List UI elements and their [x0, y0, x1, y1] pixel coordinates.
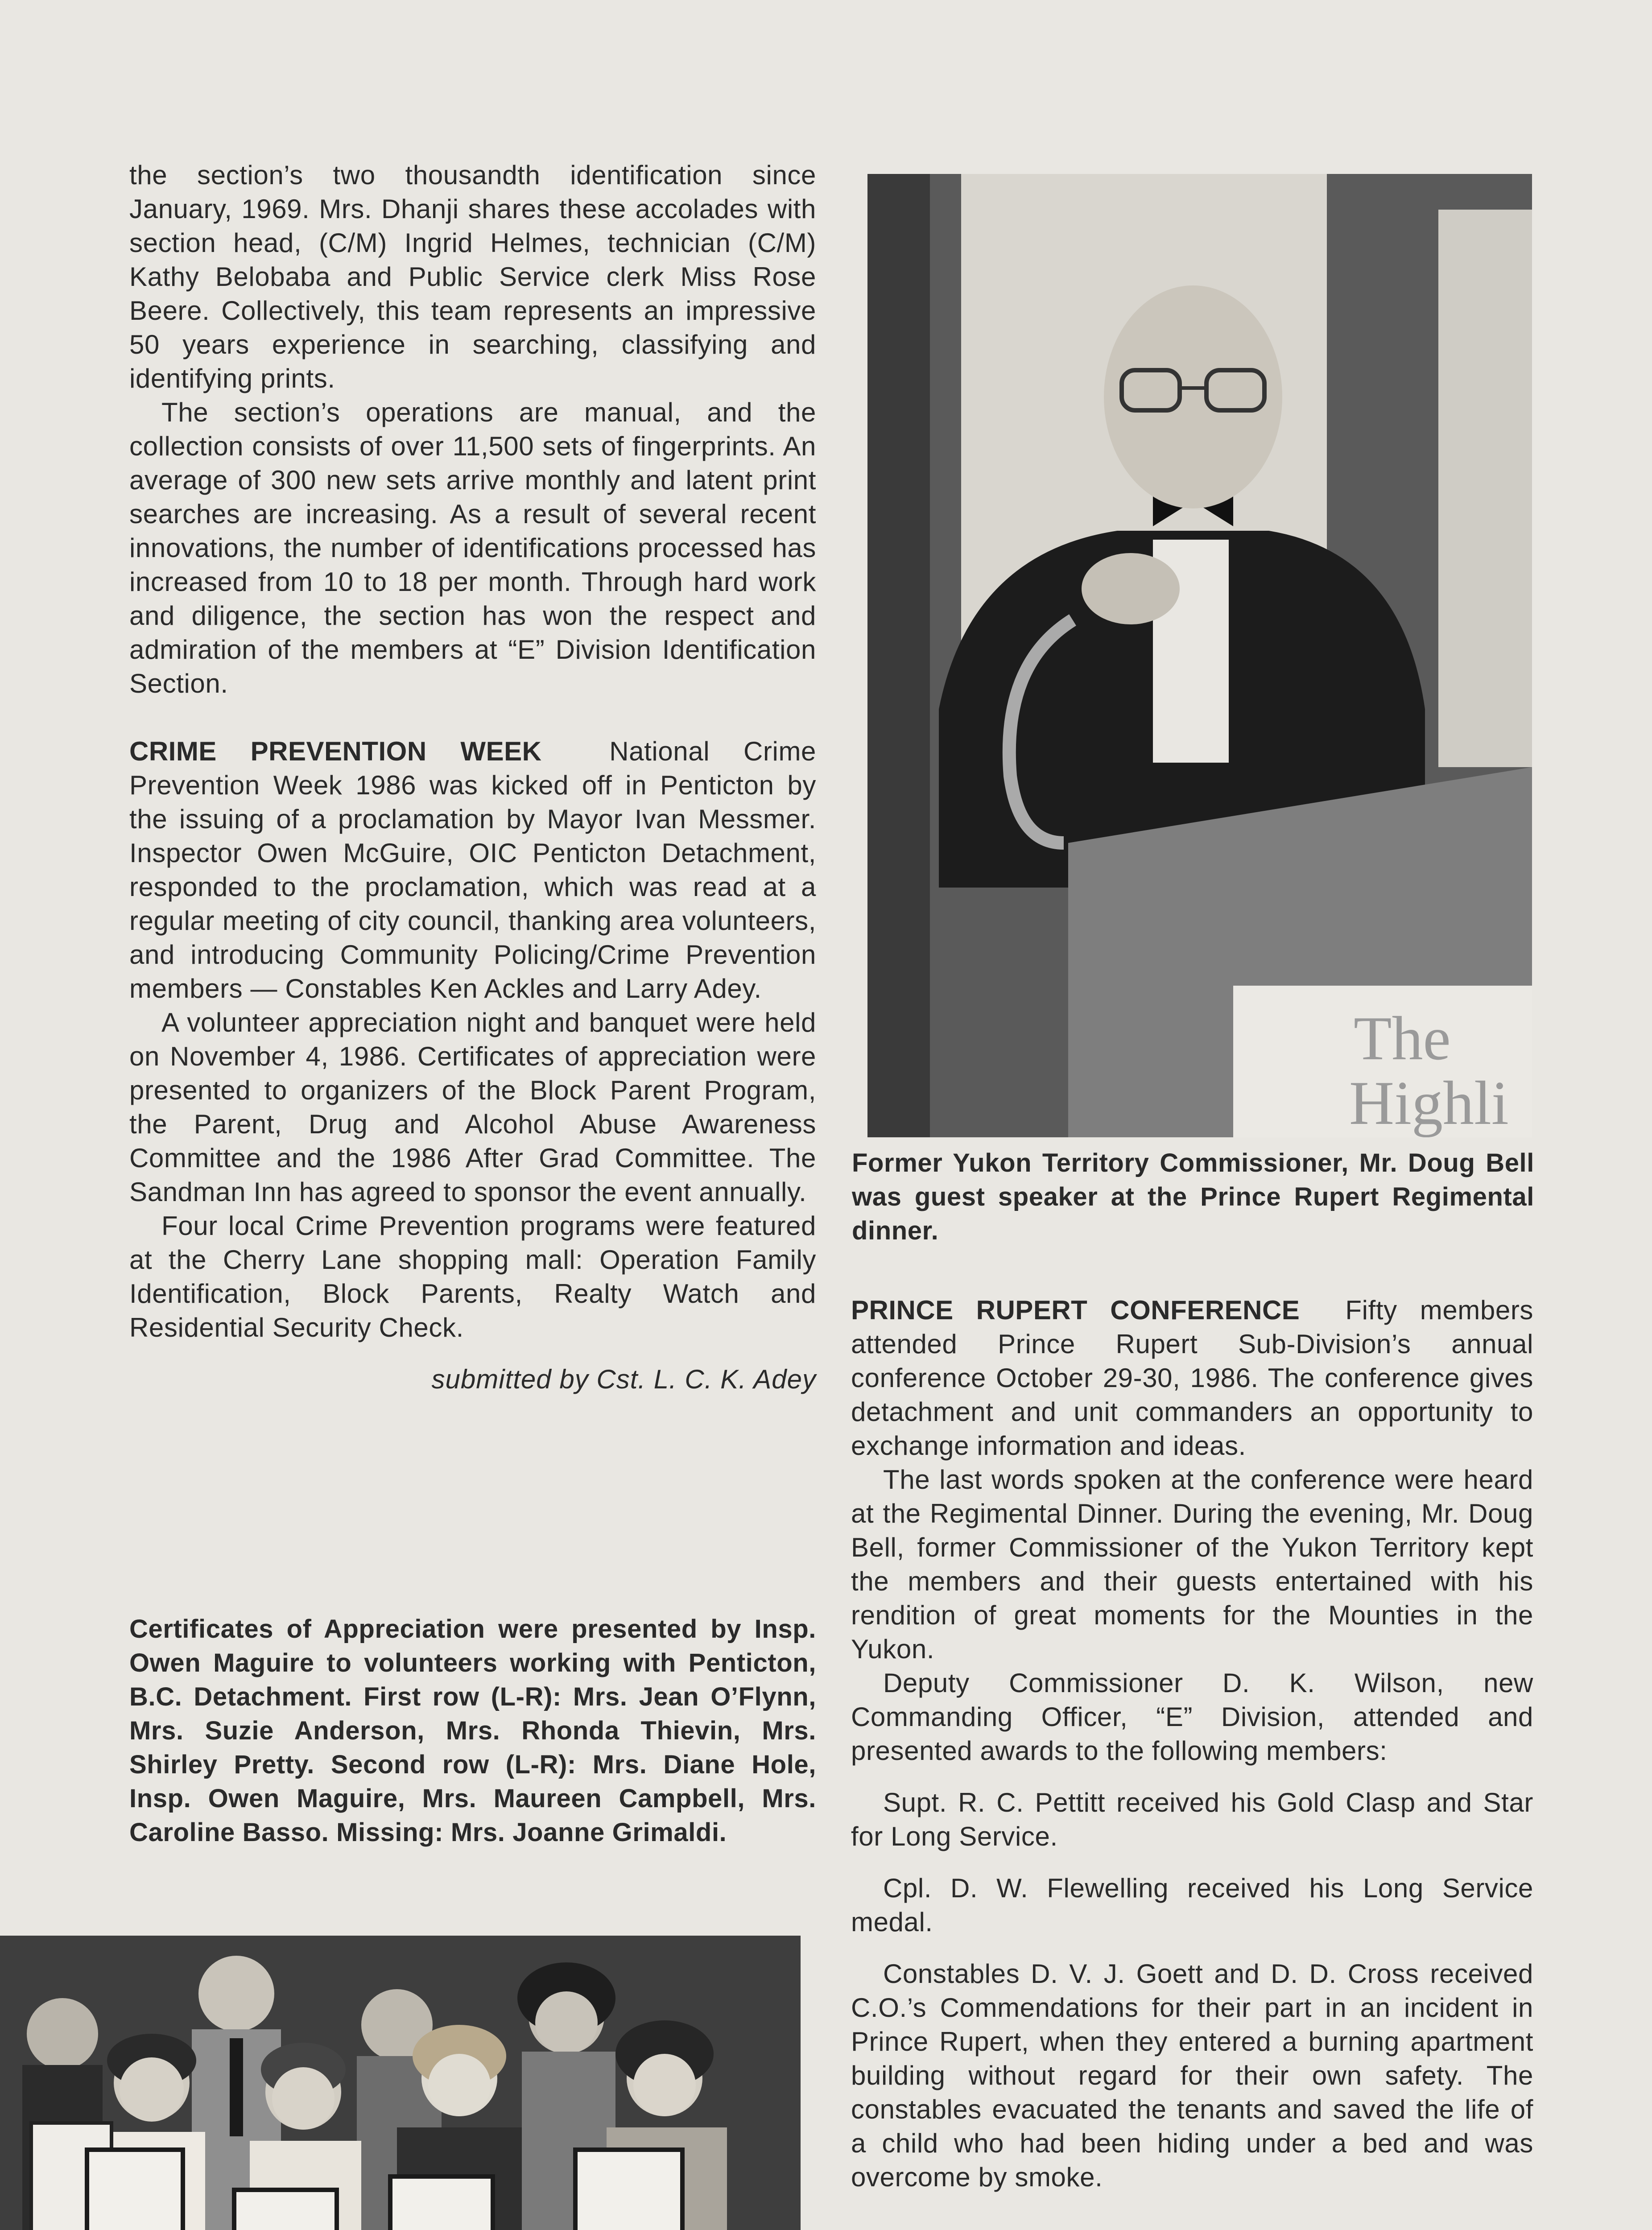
paragraph: A volunteer appreciation night and banquet were held on November 4, 1986. Certificates of appreciation were presented to organizers of the Block Parent Program, the Parent, Drug and Alcohol Abuse Awareness Committee and the 1986 After Grad Committee. The Sandman Inn has agreed to sponsor the event annually.	[129, 1008, 816, 1207]
paragraph: the section’s two thousandth identification since January, 1969. Mrs. Dhanji shares these accolades with section head, (C/M) Ingrid Helmes, technician (C/M) Kathy Belobaba and Public Service clerk Miss Rose Beere. Collectively, this team represents an impressive 50 years experience in searching, classifying and identifying prints.	[129, 160, 816, 393]
section-heading: CRIME PREVENTION WEEK	[129, 736, 542, 766]
crime-prevention-paragraph: CRIME PREVENTION WEEK National Crime Prevention Week 1986 was kicked off in Penticton by the issuing of a proclamation by Mayor Ivan Messmer. Inspector Owen McGuire, OIC Penticton Detachment, responded to the proclamation, which was read at a regular meeting of city council, thanking area volunteers, and introducing Community Policing/Crime Prevention members — Constables Ken Ackles and Larry Adey.	[129, 736, 816, 1004]
author-credit: submitted by Cst. L. C. K. Adey	[431, 1364, 816, 1394]
paragraph: The last words spoken at the conference were heard at the Regimental Dinner. During the evening, Mr. Doug Bell, former Commissioner of the Yukon Territory kept the members and their guests entertained with his rendition of great moments for the Mounties in the Yukon.	[851, 1465, 1533, 1664]
right-column	[851, 1293, 1533, 2194]
award-paragraph: Supt. R. C. Pettitt received his Gold Clasp and Star for Long Service.	[851, 1788, 1533, 1851]
speaker-photo-illustration	[867, 174, 1532, 1137]
photo-caption: Certificates of Appreciation were presented by Insp. Owen Maguire to volunteers working with Penticton, B.C. Detachment. First row (L-R): Mrs. Jean O’Flynn, Mrs. Suzie Anderson, Mrs. Rhonda Thievin, Mrs. Shirley Pretty. Second row (L-R): Mrs. Diane Hole, Insp. Owen Maguire, Mrs. Maureen Campbell, Mrs. Caroline Basso. Missing: Mrs. Joanne Grimaldi.	[129, 1615, 816, 1847]
photo-caption: Former Yukon Territory Commissioner, Mr. Doug Bell was guest speaker at the Prince Rupert Regimental dinner.	[852, 1148, 1534, 1245]
group-photo-illustration	[0, 1936, 801, 2230]
paragraph: The section’s operations are manual, and the collection consists of over 11,500 sets of fingerprints. An average of 300 new sets arrive monthly and latent print searches are increasing. As a result of several recent innovations, the number of identifications processed has increased from 10 to 18 per month. Through hard work and diligence, the section has won the respect and admiration of the members at “E” Division Identification Section.	[129, 397, 816, 698]
paragraph: Deputy Commissioner D. K. Wilson, new Commanding Officer, “E” Division, attended and presented awards to the following members:	[851, 1668, 1533, 1766]
prince-rupert-paragraph: PRINCE RUPERT CONFERENCE Fifty members attended Prince Rupert Sub-Division’s annual conference October 29-30, 1986. The conference gives detachment and unit commanders an opportunity to exchange information and ideas.	[851, 1295, 1534, 1461]
award-paragraph: Constables D. V. J. Goett and D. D. Cross received C.O.’s Commendations for their part in an incident in Prince Rupert, when they entered a burning apartment building without regard for their own safety. The constables evacuated the tenants and saved the life of a child who had been hiding under a bed and was overcome by smoke.	[851, 1959, 1533, 2192]
speaker-photo	[867, 174, 1532, 1137]
section-heading: PRINCE RUPERT CONFERENCE	[851, 1295, 1300, 1325]
award-paragraph: Cpl. D. W. Flewelling received his Long Service medal.	[851, 1873, 1533, 1937]
paragraph: Four local Crime Prevention programs were featured at the Cherry Lane shopping mall: Operation Family Identification, Block Parents, Realty Watch and Residential Security Check.	[129, 1211, 816, 1342]
podium-sign-text: The	[1354, 1004, 1451, 1073]
podium-sign-text: Highli	[1349, 1069, 1509, 1137]
left-column	[129, 158, 816, 1396]
group-photo	[0, 1936, 801, 2230]
